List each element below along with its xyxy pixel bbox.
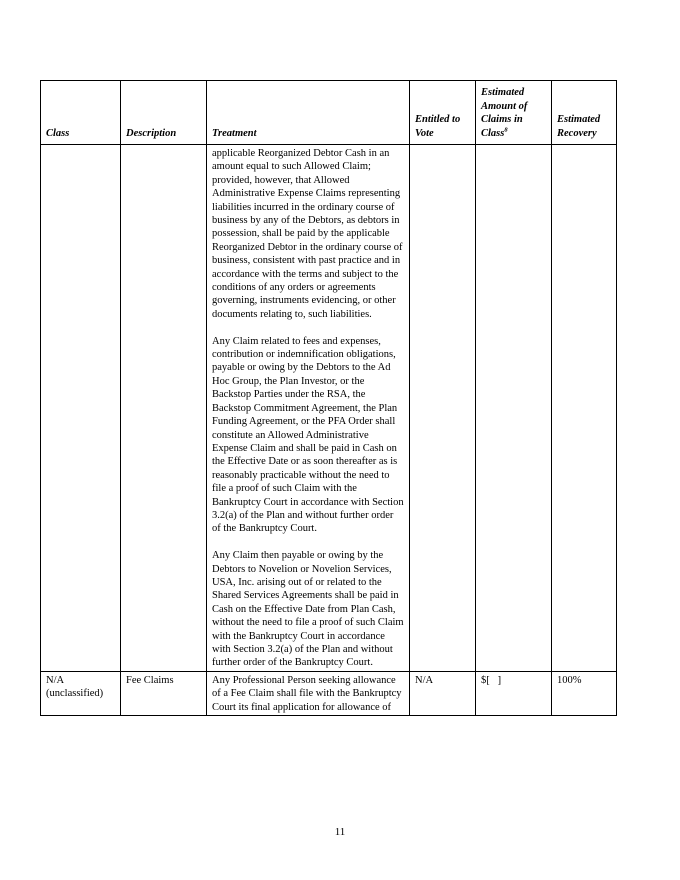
header-estimated-amount-label: Estimated Amount of Claims in Class	[481, 87, 528, 139]
table-header	[41, 81, 617, 145]
header-estimated-recovery: Estimated Recovery	[552, 81, 617, 145]
cell-class: N/A (unclassified)	[41, 671, 121, 715]
cell-estimated-recovery	[552, 145, 617, 672]
header-class: Class	[41, 81, 121, 145]
cell-estimated-amount	[476, 145, 552, 672]
cell-description: Fee Claims	[121, 671, 207, 715]
cell-estimated-amount: $[ ]	[476, 671, 552, 715]
header-description: Description	[121, 81, 207, 145]
cell-entitled-to-vote	[410, 145, 476, 672]
cell-treatment: Any Professional Person seeking allowance of a Fee Claim shall file with the Bankruptcy Court its final application for allowance of	[207, 671, 410, 715]
table-body	[41, 145, 617, 716]
treatment-paragraph: Any Claim related to fees and expenses, contribution or indemnification obligations, payable or owing by the Debtors to the Ad Hoc Group, the Plan Investor, or the Backstop Parties under the RSA, the Backstop Commitment Agreement, the Plan Funding Agreement, or the PFA Order shall constitute an Allowed Administrative Expense Claim and shall be paid in Cash on the Effective Date or as soon thereafter as is reasonably practicable without the need to file a proof of such Claim with the Bankruptcy Court in accordance with Section 3.2(a) of the Plan and without further order of the Bankruptcy Court.	[212, 335, 404, 535]
cell-treatment	[207, 145, 410, 672]
footnote-marker: 8	[504, 126, 508, 134]
treatment-paragraph: applicable Reorganized Debtor Cash in an amount equal to such Allowed Claim; provided, however, that Allowed Administrative Expense Claims representing liabilities incurred in the ordinary course of business by any of the Debtors, as debtors in possession, shall be paid by the applicable Reorganized Debtor in the ordinary course of business, consistent with past practice and in accordance with the terms and subject to the conditions of any orders or agreements governing, instruments evidencing, or other documents relating to, such liabilities.	[212, 148, 403, 320]
treatment-paragraph: Any Claim then payable or owing by the Debtors to Novelion or Novelion Services, USA, Inc. arising out of or related to the Shared Services Agreements shall be paid in Cash on the Effective Date from Plan Cash, without the need to file a proof of such Claim with the Bankruptcy Court in accordance with Section 3.2(a) of the Plan and without further order of the Bankruptcy Court.	[212, 550, 404, 669]
header-treatment: Treatment	[207, 81, 410, 145]
header-estimated-amount	[476, 81, 552, 145]
page-number: 11	[334, 826, 346, 838]
claims-treatment-table	[40, 80, 617, 716]
header-entitled-to-vote: Entitled to Vote	[410, 81, 476, 145]
header-row	[41, 81, 617, 145]
cell-estimated-recovery: 100%	[552, 671, 617, 715]
cell-entitled-to-vote: N/A	[410, 671, 476, 715]
table-row	[41, 671, 617, 715]
cell-class	[41, 145, 121, 672]
cell-description	[121, 145, 207, 672]
table-row	[41, 145, 617, 672]
